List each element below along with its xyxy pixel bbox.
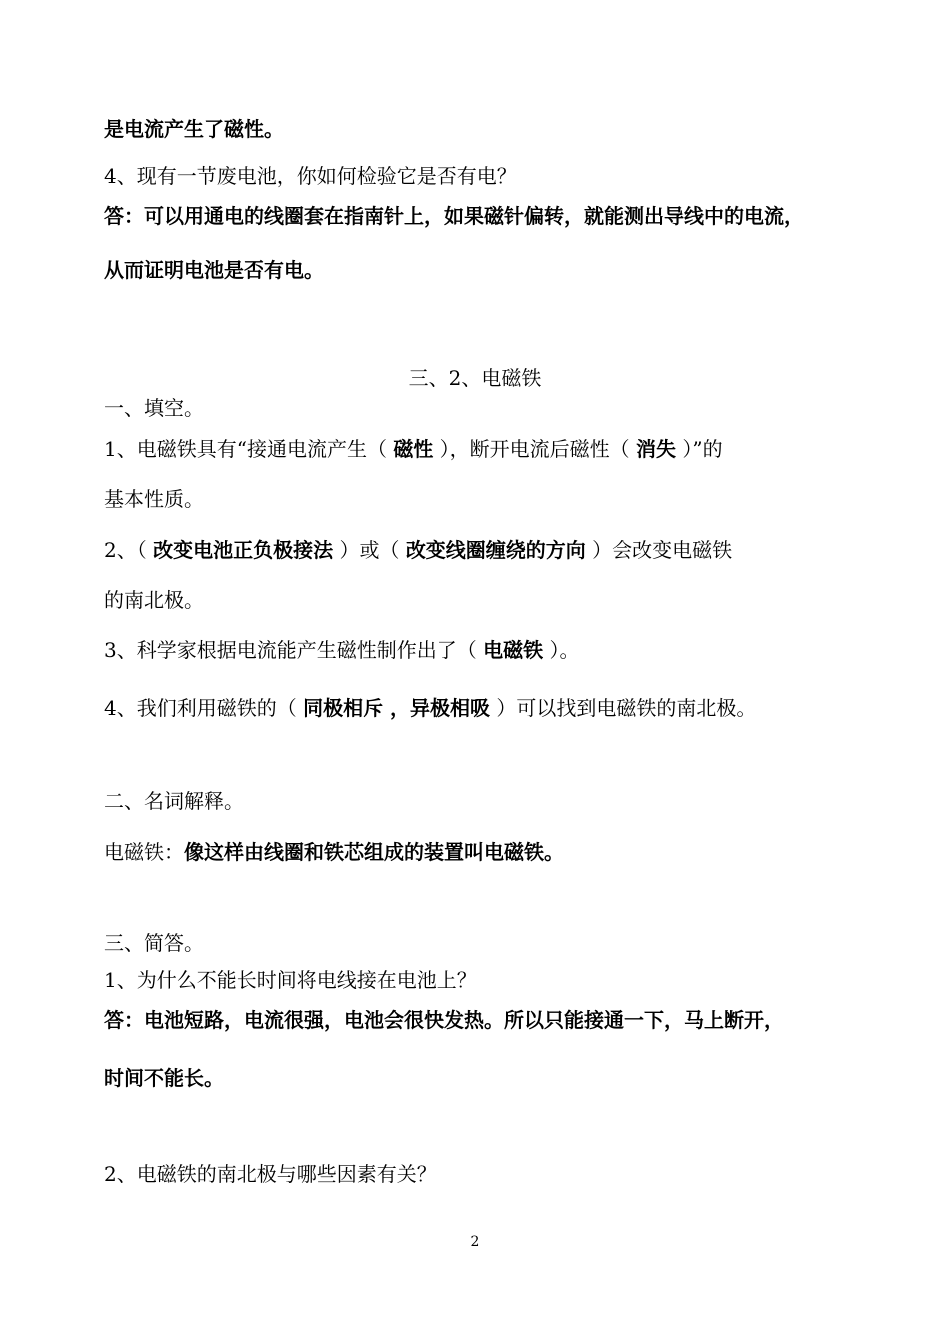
question-4-previous: 4、现有一节废电池，你如何检验它是否有电？ [104, 164, 517, 188]
q2-text-a: 2、（ [104, 538, 154, 562]
q1-answer-2: 消失 [636, 437, 677, 461]
q4-text-c: ）可以找到电磁铁的南北极。 [490, 696, 757, 720]
section-title: 三、2、电磁铁 [408, 366, 542, 390]
term-definition-text: 像这样由线圈和铁芯组成的装置叫电磁铁。 [184, 840, 564, 864]
fill-blank-q3 [104, 636, 579, 664]
answer-4-previous-line1: 答：可以用通电的线圈套在指南针上，如果磁针偏转，就能测出导线中的电流， [104, 204, 804, 228]
term-label: 电磁铁： [104, 840, 184, 864]
q1-answer-1: 磁性 [393, 437, 434, 461]
fill-blank-heading: 一、填空。 [104, 396, 204, 420]
q2-answer-1: 改变电池正负极接法 [153, 538, 334, 562]
short-answer-q2: 2、电磁铁的南北极与哪些因素有关？ [104, 1162, 437, 1186]
fill-blank-q2 [104, 536, 732, 564]
q2-text-e: ）会改变电磁铁 [585, 538, 733, 562]
short-answer-heading: 三、简答。 [104, 931, 204, 955]
q3-answer: 电磁铁 [483, 638, 544, 662]
q2-text-c: ）或（ [333, 538, 406, 562]
q2-answer-2: 改变线圈缠绕的方向 [405, 538, 586, 562]
q1-text-a: 1、电磁铁具有“接通电流产生（ [104, 437, 394, 461]
fill-blank-q4 [104, 694, 756, 722]
q4-text-a: 4、我们利用磁铁的（ [104, 696, 304, 720]
short-answer-a1-line2: 时间不能长。 [104, 1066, 224, 1090]
q4-answer: 同极相斥 ，异极相吸 [303, 696, 491, 720]
q1-text-e: ）”的 [676, 437, 723, 461]
q3-text-a: 3、科学家根据电流能产生磁性制作出了（ [104, 638, 484, 662]
fill-blank-q1 [104, 435, 723, 463]
answer-4-previous-line2: 从而证明电池是否有电。 [104, 258, 324, 282]
terms-heading: 二、名词解释。 [104, 789, 244, 813]
page-number: 2 [470, 1234, 480, 1250]
short-answer-a1-line1: 答：电池短路，电流很强，电池会很快发热。所以只能接通一下，马上断开， [104, 1008, 784, 1032]
term-definition [104, 838, 564, 866]
answer-continuation: 是电流产生了磁性。 [104, 117, 284, 141]
fill-blank-q2-continuation: 的南北极。 [104, 588, 204, 612]
q3-text-c: ）。 [543, 638, 580, 662]
q1-text-c: ），断开电流后磁性（ [433, 437, 637, 461]
short-answer-q1: 1、为什么不能长时间将电线接在电池上？ [104, 968, 477, 992]
fill-blank-q1-continuation: 基本性质。 [104, 487, 204, 511]
